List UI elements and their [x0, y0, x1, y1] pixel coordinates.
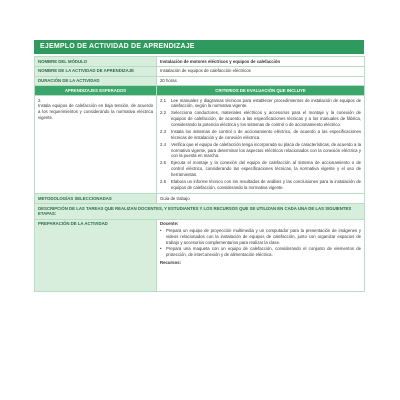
aprendizaje-num: 2. [38, 97, 42, 103]
criterio-text: Lee manuales y diagramas técnicos para establecer procedimientos de instalación de equipos de calefacción, según la normativa vigente. [171, 97, 361, 109]
preparacion-label: PREPARACIÓN DE LA ACTIVIDAD [35, 219, 157, 291]
criterios-cell [157, 96, 365, 194]
recursos-label: Recursos: [160, 259, 182, 265]
duracion-label: DURACIÓN DE LA ACTIVIDAD [35, 76, 157, 86]
criterio-text: Instala los sistemas de control o de accionamiento eléctrico, de acuerdo a las especificaciones técnicas de instalación y de conexión eléctrica. [171, 129, 361, 140]
criterios-header: CRITERIOS DE EVALUACIÓN QUE INCLUYE [157, 86, 365, 96]
row-descripcion [35, 204, 365, 220]
metodologias-value: Guía de trabajo [157, 194, 365, 204]
modulo-value: Instalación de motores eléctricos y equipos de calefacción [157, 57, 365, 67]
aprendizaje-cell [35, 96, 157, 194]
preparacion-item-text: Prepara una maqueta con un equipo de calefacción, considerando el conjunto de elementos de protección, de interconexión y de alimentación eléctrica. [166, 246, 361, 258]
criterio-num: 2.5 [160, 160, 166, 166]
metodologias-label: METODOLOGÍAS SELECCIONADAS [35, 194, 157, 204]
bullet-icon: • [160, 246, 162, 252]
criterio-num: 2.4 [160, 141, 166, 147]
row-actividad [35, 66, 365, 76]
bullet-icon: • [160, 227, 162, 233]
aprendizaje-text: Instala equipos de calefacción en baja tensión, de acuerdo a los requerimientos y considerando la normativa eléctrica vigente. [38, 103, 153, 121]
criterio-item [160, 179, 361, 191]
duracion-value: 20 horas [157, 76, 365, 86]
criterio-num: 2.1 [160, 97, 166, 103]
criterio-text: Elabora un informe técnico con los resultados de análisis y las conclusiones para la instalación de equipos de calefacción, considerando la normativa vigente. [171, 178, 361, 190]
criterio-text: Verifica que el equipo de calefacción tenga incorporada su placa de características, de acuerdo a la normativa vigente, para determinar los aspectos eléctricos relacionados con la conexión eléctrica y con la puesta en marcha. [171, 141, 361, 159]
descripcion-text: DESCRIPCIÓN DE LAS TAREAS QUE REALIZAN DOCENTES, Y ESTUDIANTES Y LOS RECURSOS QUE SE UTILIZAN EN CADA UNA DE LAS SIGUIENTES ETAPAS: [35, 204, 365, 220]
criterio-item [160, 160, 361, 177]
preparacion-cell [157, 219, 365, 291]
criterio-num: 2.6 [160, 178, 166, 184]
modulo-label: NOMBRE DEL MÓDULO [35, 57, 157, 67]
row-preparacion [35, 219, 365, 291]
docente-label: Docente: [160, 221, 179, 227]
row-duracion [35, 76, 365, 86]
criterio-item [160, 129, 361, 141]
preparacion-item [160, 246, 361, 258]
preparacion-item [160, 228, 361, 245]
actividad-value: Instalación de equipos de calefacción eléctricos [157, 66, 365, 76]
criterio-item [160, 98, 361, 110]
criterio-text: Selecciona conductores, materiales eléctricos y accesorios para el montaje y la conexión de equipos de calefacción, de acuerdo a las especificaciones técnicas y a los manuales de fábrica, considerando la potencia eléctrica y los sistemas de control o de accionamiento eléctrico. [171, 110, 361, 128]
criterio-text: Ejecuta el montaje y la conexión del equipo de calefacción al sistema de accionamiento o de control eléctrico, considerando las especificaciones técnicas, la normativa vigente y el uso de herramientas. [171, 160, 361, 177]
criterio-item [160, 110, 361, 127]
criterio-item [160, 142, 361, 159]
activity-table [34, 56, 365, 292]
criterios-list [160, 98, 361, 191]
aprendizajes-header: APRENDIZAJES ESPERADOS [35, 86, 157, 96]
criterio-num: 2.2 [160, 110, 166, 116]
preparacion-item-text: Prepara un equipo de proyección multimedia y un computador para la presentación de imágenes y videos relacionados con la instalación de equipos de calefacción, junto con organizar espacios de trabajo y accesorios complementarios para realizar la clase. [166, 227, 361, 245]
row-modulo [35, 57, 365, 67]
actividad-label: NOMBRE DE LA ACTIVIDAD DE APRENDIZAJE [35, 66, 157, 76]
activity-header: EJEMPLO DE ACTIVIDAD DE APRENDIZAJE [34, 40, 364, 54]
row-metodologias [35, 194, 365, 204]
row-aprendizaje [35, 96, 365, 194]
criterio-num: 2.3 [160, 129, 166, 135]
preparacion-list [160, 228, 361, 258]
section-header [35, 86, 365, 96]
